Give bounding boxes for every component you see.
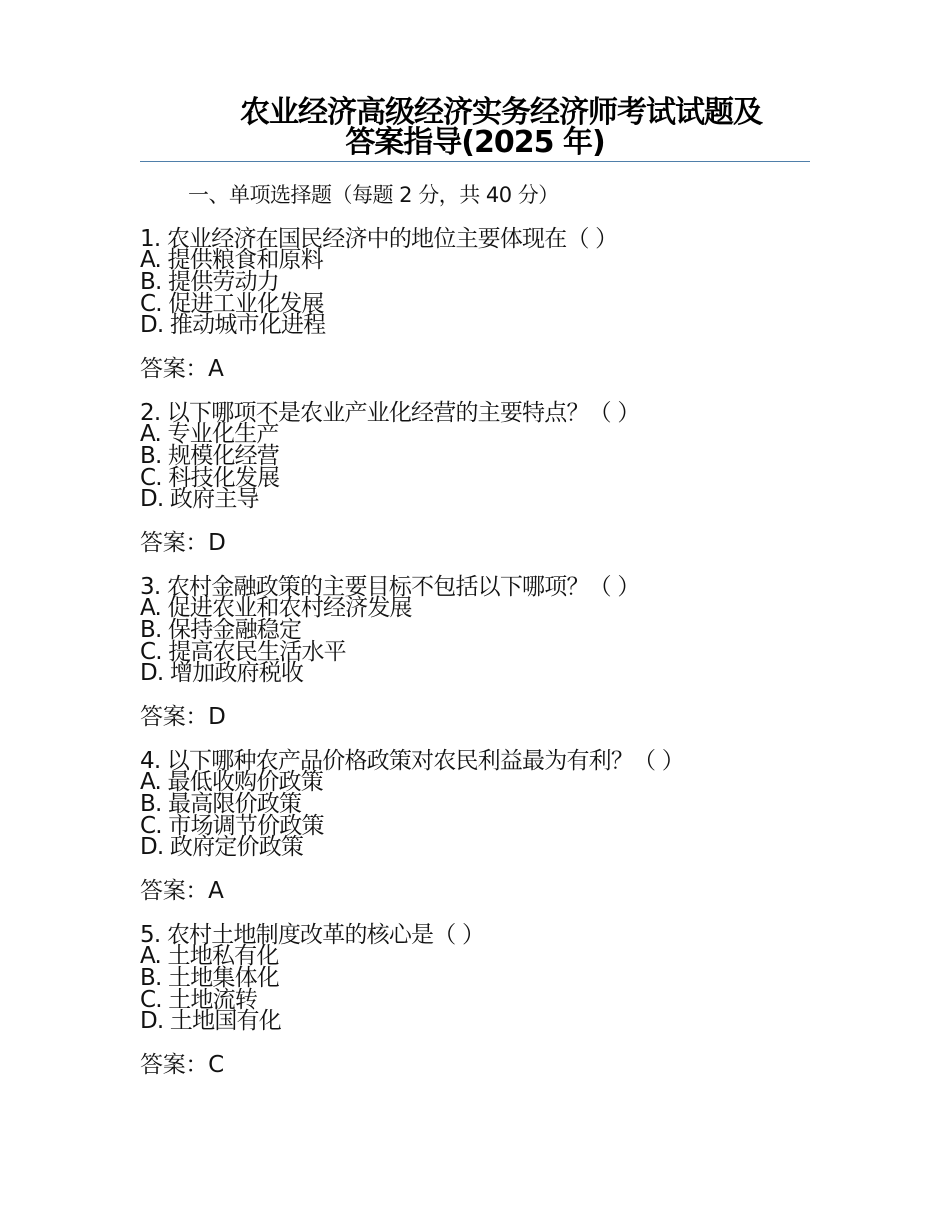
option-d: D. 政府主导 xyxy=(140,486,259,512)
option-a: A. 土地私有化 xyxy=(140,943,279,969)
title-line-2: 答案指导(2025 年) xyxy=(345,125,605,160)
option-d: D. 推动城市化进程 xyxy=(140,312,326,338)
option-c: C. 市场调节价政策 xyxy=(140,813,324,839)
answer-line: 答案：A xyxy=(140,878,224,904)
question-1 xyxy=(140,227,840,401)
option-b: B. 规模化经营 xyxy=(140,443,280,469)
section-heading: 一、单项选择题（每题 2 分，共 40 分） xyxy=(188,183,559,207)
option-b: B. 最高限价政策 xyxy=(140,791,302,817)
question-list xyxy=(140,227,840,1097)
title-divider xyxy=(140,161,810,162)
option-a: A. 专业化生产 xyxy=(140,421,279,447)
option-d: D. 政府定价政策 xyxy=(140,834,304,860)
option-a: A. 促进农业和农村经济发展 xyxy=(140,595,412,621)
option-c: C. 提高农民生活水平 xyxy=(140,639,346,665)
option-b: B. 提供劳动力 xyxy=(140,269,280,295)
answer-line: 答案：C xyxy=(140,1052,224,1078)
option-b: B. 保持金融稳定 xyxy=(140,617,302,643)
option-c: C. 土地流转 xyxy=(140,987,258,1013)
option-a: A. 提供粮食和原料 xyxy=(140,247,323,273)
option-c: C. 科技化发展 xyxy=(140,465,280,491)
option-b: B. 土地集体化 xyxy=(140,965,280,991)
answer-line: 答案：D xyxy=(140,704,226,730)
question-stem: 3. 农村金融政策的主要目标不包括以下哪项？（ ） xyxy=(140,574,640,600)
option-c: C. 促进工业化发展 xyxy=(140,291,324,317)
question-2 xyxy=(140,401,840,575)
answer-line: 答案：D xyxy=(140,530,226,556)
title-line-1: 农业经济高级经济实务经济师考试试题及 xyxy=(240,95,762,130)
document-title xyxy=(140,95,810,160)
question-stem: 2. 以下哪项不是农业产业化经营的主要特点？（ ） xyxy=(140,400,640,426)
option-d: D. 土地国有化 xyxy=(140,1008,281,1034)
answer-line: 答案：A xyxy=(140,356,224,382)
question-stem: 1. 农业经济在国民经济中的地位主要体现在（ ） xyxy=(140,226,618,252)
option-a: A. 最低收购价政策 xyxy=(140,769,323,795)
question-4 xyxy=(140,749,840,923)
question-3 xyxy=(140,575,840,749)
question-stem: 4. 以下哪种农产品价格政策对农民利益最为有利？（ ） xyxy=(140,748,684,774)
question-stem: 5. 农村土地制度改革的核心是（ ） xyxy=(140,922,485,948)
question-5 xyxy=(140,923,840,1097)
option-d: D. 增加政府税收 xyxy=(140,660,304,686)
